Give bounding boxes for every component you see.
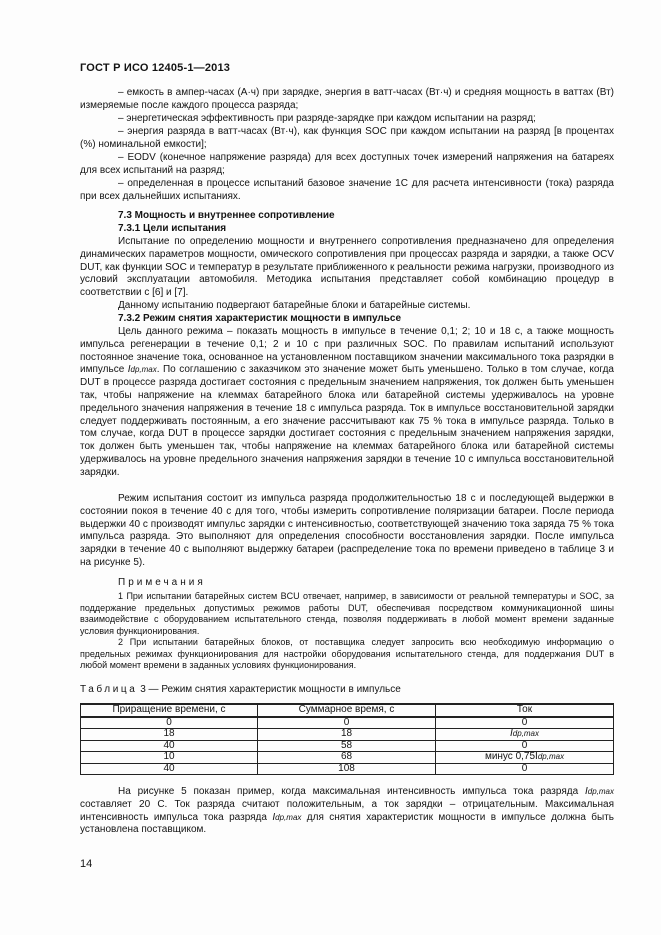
closing-text-2: составляет 20 C. Ток разряда считают положительным, а ток зарядки – отрицательным. Максимальная интенсивность импульса тока разряда (80, 798, 614, 823)
current-symbol: I (509, 728, 513, 739)
table-row (81, 729, 614, 741)
symbol-current: I (127, 364, 131, 376)
table-cell: 0 (81, 717, 258, 729)
table-cell: 18 (81, 729, 258, 741)
table-cell: 0 (436, 763, 614, 775)
column-header-current: Ток (436, 704, 614, 717)
table-cell: 0 (258, 717, 436, 729)
heading-7-3: 7.3 Мощность и внутреннее сопротивление (118, 210, 335, 221)
table-caption-text: 3 — Режим снятия характеристик мощности в импульсе (137, 684, 401, 695)
heading-7-3-2: 7.3.2 Режим снятия характеристик мощности в импульсе (118, 313, 402, 324)
paragraph-mode-purpose (80, 326, 614, 480)
pulse-mode-table (80, 703, 614, 775)
heading-7-3-1: 7.3.1 Цели испытания (118, 223, 227, 234)
table-caption-word: Таблица (80, 684, 138, 695)
table-row (81, 763, 614, 775)
closing-text-3: для снятия характеристик мощности в импульсе должна быть установлена поставщиком. (80, 811, 614, 836)
table-cell: 58 (258, 740, 436, 752)
purpose-text-rest: . По соглашению с заказчиком это значение может быть уменьшено. Только в том случае, когда DUT в процессе разряда достигает состояния с предельным значением напряжения, ток должен быть уменьшен так, чтобы напряжение на клеммах батарейного блока или батарейной системы удерживалось на уровне предельного значения напряжения в течение 18 с импульса разряда. Ток в импульсе восстановительной зарядки следует поддерживать постоянным, а его значение рассчитывают как 75 % тока в импульсе разряда. Только в том случае, когда DUT в процессе зарядки достигает состояния с предельным значением напряжения зарядки, ток должен быть уменьшен так, чтобы напряжение на клеммах батарейного блока или батарейной системы удерживалось на уровне предельного значения напряжения зарядки в течение 10 с импульса восстановительной зарядки. (80, 364, 614, 478)
table-cell: 40 (81, 763, 258, 775)
symbol-current: I (272, 811, 276, 823)
symbol-subscript: dp,max (587, 787, 614, 796)
paragraph-test-subject: Данному испытанию подвергают батарейные блоки и батарейные системы. (118, 300, 471, 311)
current-subscript: dp,max (512, 729, 539, 738)
note-1: 1 При испытании батарейных систем BCU отвечает, например, в зависимости от реальной температуры и SOC, за поддержание предельных допустимых режимов работы DUT, обеспечивая посредством коммуникационной шины взаимодействие с оборудованием испытательного стенда, позволяя поддерживать в любой момент времени заданные условия функционирования. (80, 591, 614, 636)
table-caption (80, 684, 401, 695)
paragraph-figure-5 (80, 786, 614, 837)
table-cell: 0 (436, 740, 614, 752)
page-number: 14 (80, 858, 93, 870)
minus-current-text: минус 0,75I (484, 751, 538, 762)
symbol-subscript: dp,max (275, 812, 302, 822)
paragraph-test-goal: Испытание по определению мощности и внутреннего сопротивления предназначено для определения динамических параметров мощности, омического сопротивления при процессах разряда и зарядки, а также OCV DUT, как функции SOC и температур в результате приближенного к реальности режима нагрузки, производного из условий эксплуатации автомобиля. Методика испытания представляет собой комбинацию процедур в соответствии с [6] и [7]. (80, 236, 614, 299)
purpose-text-start: Цель данного режима – показать мощность в импульсе в течение 0,1; 2; 10 и 18 с, а также мощность импульса регенерации в течение 0,1; 2 и 10 с при различных SOC. По правилам испытаний используют постоянное значение тока, основанное на установленном поставщиком значении максимального тока разрядки в импульсе (80, 326, 614, 376)
list-item-discharge-energy: – энергия разряда в ватт-часах (Вт·ч), как функция SOC при каждом испытании на разряд [в процентах (%) номинальной емкости]; (80, 126, 614, 150)
table-cell: 40 (81, 740, 258, 752)
note-2: 2 При испытании батарейных блоков, от поставщика следует запросить всю необходимую информацию о предельных режимах функционирования для настройки оборудования испытательного стенда, для поддержания DUT в любой момент времени в заданных условиях функционирования. (80, 637, 614, 671)
list-item-capacity: – емкость в ампер-часах (А·ч) при зарядке, энергия в ватт-часах (Вт·ч) и средняя мощность в ваттах (Вт) измеряемые после каждого процесса разряда; (80, 87, 614, 111)
list-item-efficiency: – энергетическая эффективность при разряде-зарядке при каждом испытании на разряд; (118, 113, 536, 124)
column-header-total-time: Суммарное время, с (258, 704, 436, 717)
table-cell: 18 (258, 729, 436, 741)
list-item-base-value: – определенная в процессе испытаний базовое значение 1С для расчета интенсивности (тока) разряда при всех дальнейших испытаниях. (80, 178, 614, 202)
symbol-subscript: dp,max (130, 365, 157, 375)
table-cell: 10 (81, 752, 258, 764)
table-header-row (81, 704, 614, 717)
notes-title: Примечания (118, 577, 206, 588)
table-cell: 68 (258, 752, 436, 764)
symbol-current: I (584, 786, 588, 797)
table-row (81, 752, 614, 764)
table-row (81, 740, 614, 752)
current-subscript: dp,max (537, 752, 565, 761)
table-cell (436, 752, 614, 764)
paragraph-test-mode: Режим испытания состоит из импульса разряда продолжительностью 18 с и последующей выдержки в состоянии покоя в течение 40 с для того, чтобы измерить сопротивление поляризации батареи. После периода выдержки 40 с производят импульс зарядки с интенсивностью, соответствующей значению тока заряда 75 % тока импульса разряда. Это выполняют для определения способности восстановления зарядки. После импульса зарядки в течение 40 с выполняют выдержку батареи (распределение тока по времени приведено в таблице 3 и на рисунке 5). (80, 493, 614, 568)
table-cell: 0 (436, 717, 614, 729)
table-cell: 108 (258, 763, 436, 775)
document-header: ГОСТ Р ИСО 12405-1—2013 (80, 62, 231, 74)
list-item-eodv: – EODV (конечное напряжение разряда) для всех доступных точек измерений напряжения на батареях для всех испытаний на разряд; (80, 152, 614, 176)
column-header-time-increment: Приращение времени, с (81, 704, 258, 717)
table-cell (436, 729, 614, 741)
closing-text-1: На рисунке 5 показан пример, когда максимальная интенсивность импульса тока разряда (118, 786, 585, 797)
table-row (81, 717, 614, 729)
